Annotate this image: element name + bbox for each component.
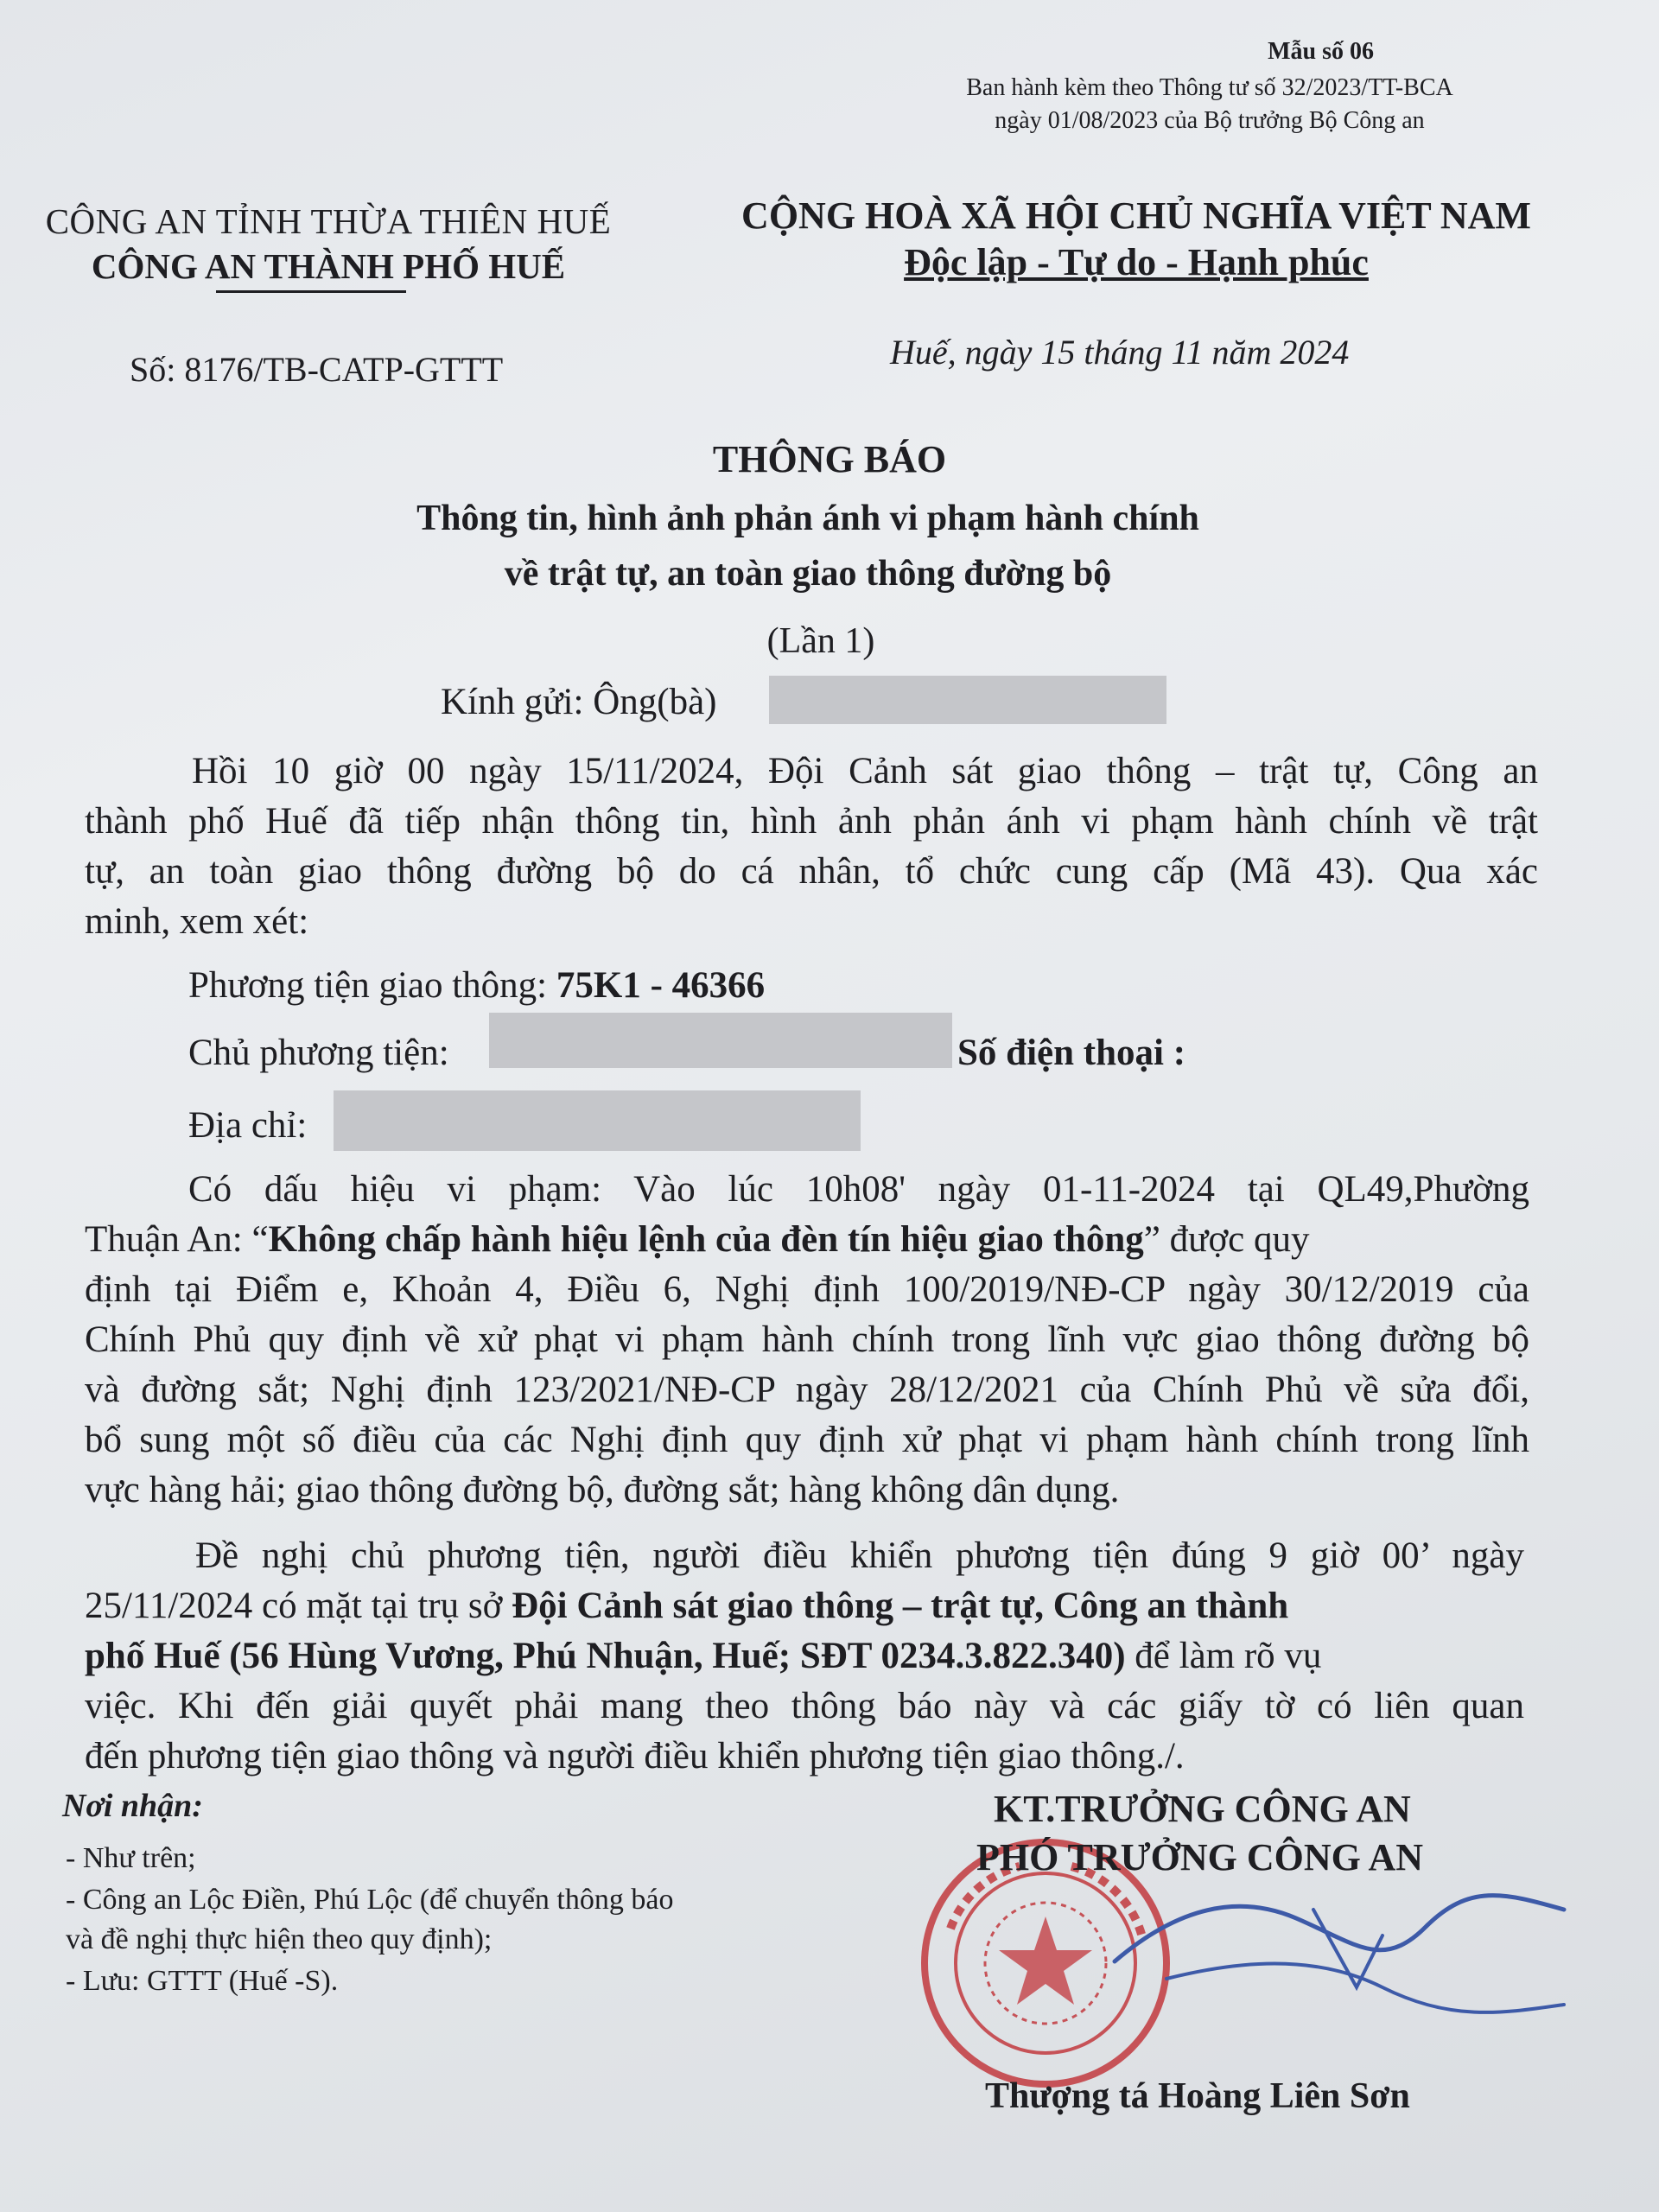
- issued-with: Ban hành kèm theo Thông tư số 32/2023/TT-BCA: [966, 74, 1453, 101]
- org-underline: [216, 290, 406, 293]
- issued-date: ngày 01/08/2023 của Bộ trưởng Bộ Công an: [995, 107, 1425, 134]
- place-date: Huế, ngày 15 tháng 11 năm 2024: [890, 333, 1350, 372]
- org-parent: CÔNG AN TỈNH THỪA THIÊN HUẾ: [45, 201, 612, 241]
- violation-suffix: ” được quy: [1143, 1219, 1310, 1260]
- paragraph-line: Hồi 10 giờ 00 ngày 15/11/2024, Đội Cảnh sát giao thông – trật tự, Công an: [192, 751, 1538, 791]
- redacted-owner-name: [489, 1013, 952, 1068]
- paragraph-line: bổ sung một số điều của các Nghị định quy định xử phạt vi phạm hành chính trong lĩnh: [85, 1420, 1529, 1460]
- address-label: Địa chỉ:: [188, 1105, 308, 1146]
- motto: [674, 240, 1599, 284]
- document-title: THÔNG BÁO: [712, 438, 947, 480]
- recipient-item: - Lưu: GTTT (Huế -S).: [66, 1965, 339, 1997]
- motto-text: Độc lập - Tự do - Hạnh phúc: [904, 241, 1369, 283]
- request-prefix: 25/11/2024 có mặt tại trụ sở: [85, 1586, 512, 1626]
- signature-title-2: PHÓ TRƯỞNG CÔNG AN: [976, 1836, 1424, 1878]
- vehicle-row: [188, 964, 765, 1007]
- notice-times: (Lần 1): [766, 621, 875, 661]
- paragraph-line: đến phương tiện giao thông và người điều khiển phương tiện giao thông./.: [85, 1736, 1185, 1777]
- vehicle-plate: 75K1 - 46366: [556, 965, 766, 1006]
- request-line: [85, 1635, 1321, 1677]
- request-office-address: phố Huế (56 Hùng Vương, Phú Nhuận, Huế; SĐT 0234.3.822.340): [85, 1636, 1126, 1676]
- recipient-item: - Như trên;: [66, 1842, 196, 1874]
- paragraph-line: minh, xem xét:: [85, 901, 309, 942]
- phone-label: Số điện thoại :: [957, 1033, 1186, 1073]
- signature-title-1: KT.TRƯỞNG CÔNG AN: [994, 1788, 1411, 1830]
- recipients-title: Nơi nhận:: [62, 1788, 203, 1824]
- request-line: [85, 1585, 1288, 1627]
- paragraph-line: và đường sắt; Nghị định 123/2021/NĐ-CP ngày 28/12/2021 của Chính Phủ về sửa đổi,: [85, 1370, 1529, 1410]
- violation-description: Không chấp hành hiệu lệnh của đèn tín hiệu giao thông: [268, 1219, 1144, 1260]
- redacted-recipient-name: [769, 676, 1166, 724]
- request-purpose: để làm rõ vụ: [1125, 1636, 1322, 1676]
- recipient-item: và đề nghị thực hiện theo quy định);: [66, 1923, 493, 1955]
- signer-name: Thượng tá Hoàng Liên Sơn: [985, 2076, 1410, 2116]
- paragraph-line: việc. Khi đến giải quyết phải mang theo thông báo này và các giấy tờ có liên quan: [85, 1686, 1524, 1726]
- vehicle-label: Phương tiện giao thông:: [188, 965, 548, 1006]
- recipient-item: - Công an Lộc Điền, Phú Lộc (để chuyển thông báo: [66, 1884, 674, 1916]
- owner-label: Chủ phương tiện:: [188, 1033, 449, 1073]
- paragraph-line: thành phố Huế đã tiếp nhận thông tin, hình ảnh phản ánh vi phạm hành chính về trật: [85, 801, 1538, 842]
- paragraph-line: Chính Phủ quy định về xử phạt vi phạm hành chính trong lĩnh vực giao thông đường bộ: [85, 1319, 1529, 1360]
- handwritten-signature-icon: [1097, 1858, 1581, 2031]
- paragraph-line: Đề nghị chủ phương tiện, người điều khiển phương tiện đúng 9 giờ 00’ ngày: [195, 1535, 1524, 1576]
- paragraph-line: định tại Điểm e, Khoản 4, Điều 6, Nghị định 100/2019/NĐ-CP ngày 30/12/2019 của: [85, 1269, 1529, 1310]
- paragraph-line: tự, an toàn giao thông đường bộ do cá nhân, tổ chức cung cấp (Mã 43). Qua xác: [85, 851, 1538, 892]
- org-name: CÔNG AN THÀNH PHỐ HUẾ: [91, 246, 566, 286]
- request-office: Đội Cảnh sát giao thông – trật tự, Công an thành: [512, 1586, 1289, 1626]
- paragraph-line: vực hàng hải; giao thông đường bộ, đường sắt; hàng không dân dụng.: [85, 1470, 1120, 1510]
- country-name: CỘNG HOÀ XÃ HỘI CHỦ NGHĨA VIỆT NAM: [741, 194, 1531, 237]
- violation-prefix: Thuận An: “: [85, 1219, 269, 1260]
- document-number: Số: 8176/TB-CATP-GTTT: [130, 350, 504, 389]
- document-subtitle-2: về trật tự, an toàn giao thông đường bộ: [504, 554, 1112, 594]
- document-subtitle-1: Thông tin, hình ảnh phản ánh vi phạm hành chính: [416, 499, 1199, 538]
- redacted-address: [334, 1090, 861, 1151]
- violation-line: [85, 1218, 1310, 1261]
- form-number: Mẫu số 06: [1268, 38, 1374, 65]
- paragraph-line: Có dấu hiệu vi phạm: Vào lúc 10h08' ngày 01-11-2024 tại QL49,Phường: [188, 1169, 1529, 1210]
- recipient-label: Kính gửi: Ông(bà): [441, 682, 717, 722]
